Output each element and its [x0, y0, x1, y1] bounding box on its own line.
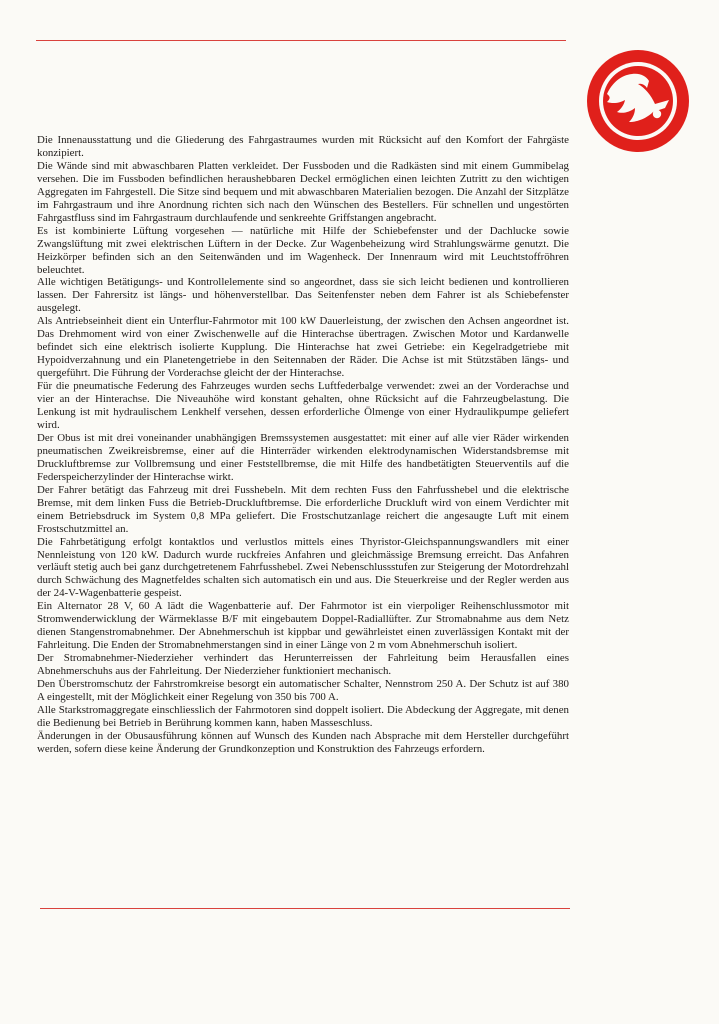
paragraph: Der Fahrer betätigt das Fahrzeug mit drei Fusshebeln. Mit dem rechten Fuss den Fahrfusshebel und die elektrische Bremse, mit dem linken Fuss die Betrieb-Druckluftbremse. Die erforderliche Druckluft wird von einem Verdichter mit einem Betriebsdruck im System 0,8 MPa geliefert. Die Frostschutzanlage reichert die angesaugte Luft mit einem Frostschutzmittel an. — [37, 483, 569, 535]
top-divider — [36, 40, 566, 41]
paragraph: Die Innenausstattung und die Gliederung des Fahrgastraumes wurden mit Rücksicht auf den Komfort der Fahrgäste konzipiert. — [37, 134, 569, 159]
paragraph: Als Antriebseinheit dient ein Unterflur-Fahrmotor mit 100 kW Dauerleistung, der zwischen den Achsen angeordnet ist. Das Drehmoment wird von einer Zwischenwelle auf die Hinterachse übertragen. Zwischen Motor und Kardanwelle befindet sich eine elektrisch isolierte Kupplung. Die Hinterachse hat zwei Getriebe: ein Kegelradgetriebe mit Hypoidverzahnung und ein Planetengetriebe in den Seitennaben der Räder. Die Achse ist mit Stützstäben längs- und quergeführt. Die Führung der Vorderachse gleicht der der Hinterachse. — [37, 315, 569, 380]
skoda-winged-arrow-icon — [585, 48, 691, 154]
logo-eye-dot — [653, 110, 661, 118]
paragraph: Die Wände sind mit abwaschbaren Platten verkleidet. Der Fussboden und die Radkästen sind mit einem Gummibelag versehen. Die im Fussboden befindlichen heraushebbaren Deckel ermöglichen einen leichten Zutritt zu den wichtigen Aggregaten im Fahrgestell. Die Sitze sind bequem und mit abwaschbaren Materialien bezogen. Die Anzahl der Sitzplätze im Fahrgastraum und ihre Anordnung richten sich nach den Wünschen des Bestellers. Für schnellen und ungestörten Fahrgastfluss sind im Fahrgastraum durchlaufende und senkreehte Griffstangen angebracht. — [37, 159, 569, 224]
article-body — [37, 134, 569, 756]
paragraph: Alle Starkstromaggregate einschliesslich der Fahrmotoren sind doppelt isoliert. Die Abdeckung der Aggregate, mit denen die Bedienung bei Betrieb in Berührung kommen kann, haben Masseschluss. — [37, 703, 569, 729]
paragraph: Den Überstromschutz der Fahrstromkreise besorgt ein automatischer Schalter, Nennstrom 250 A. Der Schutz ist auf 380 A eingestellt, mit der Möglichkeit einer Regelung von 350 bis 700 A. — [37, 678, 569, 703]
paragraph: Änderungen in der Obusausführung können auf Wunsch des Kunden nach Absprache mit dem Hersteller durchgeführt werden, sofern diese keine Änderung der Grundkonzeption und Konstruktion des Fahrzeugs erfordern. — [37, 729, 569, 755]
paragraph: Es ist kombinierte Lüftung vorgesehen — natürliche mit Hilfe der Schiebefenster und der Dachlucke sowie Zwangslüftung mit zwei elektrischen Lüftern in der Decke. Zur Wagenbeheizung wird Strahlungswärme genutzt. Die Heizkörper befinden sich an den Seitenwänden und im Wagenheck. Der Innenraum wird mit Leuchtstoffröhren beleuchtet. — [37, 224, 569, 276]
paragraph: Die Fahrbetätigung erfolgt kontaktlos und verlustlos mittels eines Thyristor-Gleichspannungswandlers mit einer Nennleistung von 120 kW. Dadurch wurde ruckfreies Anfahren und gleichmässige Bremsung erreicht. Das Anfahren verläuft stetig auch bei ganz durchgetretenem Fahrfusshebel. Zwei Nebenschlussstufen zur Steigerung der Motordrehzahl durch Schwächung des Magnetfeldes schalten sich automatisch ein und aus. Die Steuerkreise und der Regler werden aus der 24-V-Wagenbatterie gespeist. — [37, 535, 569, 600]
paragraph: Der Obus ist mit drei voneinander unabhängigen Bremssystemen ausgestattet: mit einer auf alle vier Räder wirkenden pneumatischen Zweikreisbremse, einer auf die Hinterräder wirkenden elektrodynamischen Widerstandsbremse mit Druckluftbremse zur Vollbremsung und einer Feststellbremse, die mit Hilfe des handbetätigten Steuerventils auf die Federspeicherzylinder der Hinterachse wirkt. — [37, 431, 569, 483]
paragraph: Ein Alternator 28 V, 60 A lädt die Wagenbatterie auf. Der Fahrmotor ist ein vierpoliger Reihenschlussmotor mit Stromwenderwicklung der Wärmeklasse B/F mit eingebautem Doppel-Radiallüfter. Zur Stromabnahme aus dem Netz dienen Stangenstromabnehmer. Der Abnehmerschuh ist kippbar und gewährleistet einen zuverlässigen Kontakt mit der Fahrleitung. Die Enden der Stromabnehmerstangen sind in einer Länge von 2 m vom Abnehmerschuh isoliert. — [37, 600, 569, 652]
paragraph: Alle wichtigen Betätigungs- und Kontrollelemente sind so angeordnet, dass sie sich leicht bedienen und kontrollieren lassen. Der Fahrersitz ist längs- und höhenverstellbar. Das Seitenfenster neben dem Fahrer ist als Schiebefenster ausgelegt. — [37, 276, 569, 315]
logo-graphic — [585, 48, 691, 154]
paragraph: Der Stromabnehmer-Niederzieher verhindert das Herunterreissen der Fahrleitung beim Herausfallen eines Abnehmerschuhs aus der Fahrleitung. Der Niederzieher funktioniert mechanisch. — [37, 652, 569, 678]
bottom-divider — [40, 908, 570, 909]
paragraph: Für die pneumatische Federung des Fahrzeuges wurden sechs Luftfederbalge verwendet: zwei an der Vorderachse und vier an der Hinterachse. Die Niveauhöhe wird konstant gehalten, ohne Rücksicht auf die Fahrzeugbelastung. Die Lenkung ist mit hydraulischem Lenkhelf versehen, dessen erforderliche Ölmenge von einer Hydraulikpumpe geliefert wird. — [37, 380, 569, 431]
